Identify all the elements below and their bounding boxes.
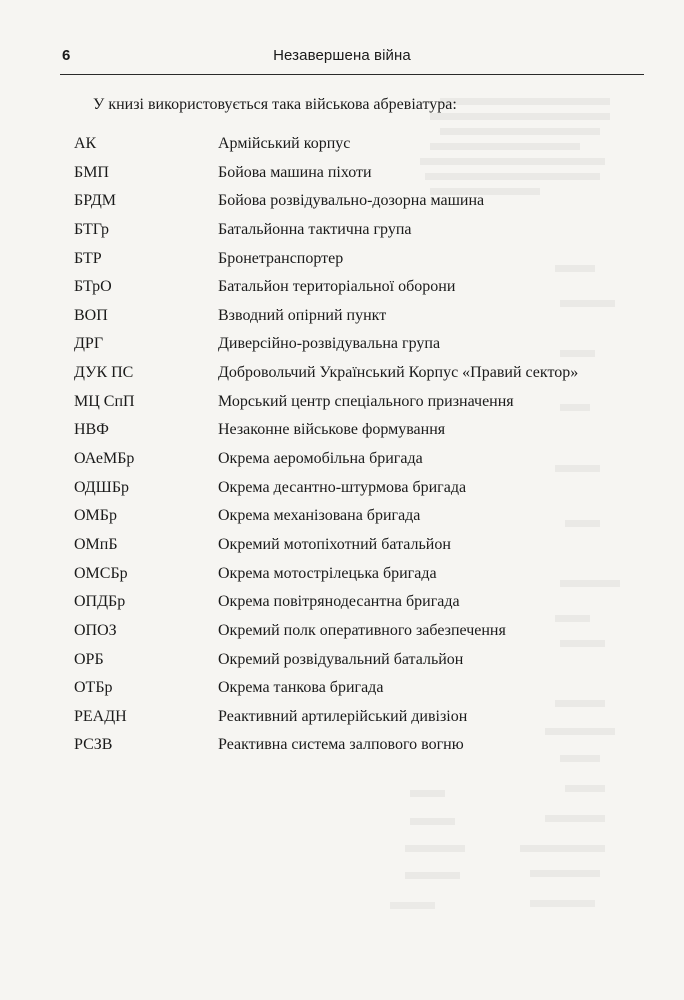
abbreviation-definition: Окрема танкова бригада: [218, 679, 384, 697]
list-item: [74, 707, 634, 736]
abbreviation-definition: Добровольчий Український Корпус «Правий сектор»: [218, 364, 579, 382]
abbreviation-term: РЕАДН: [74, 707, 127, 725]
abbreviation-definition: Окрема десантно-штурмова бригада: [218, 478, 467, 496]
abbreviation-term: ВОП: [74, 306, 108, 324]
abbreviation-definition: Бронетранспортер: [218, 249, 344, 267]
list-item: [74, 650, 634, 679]
list-item: [74, 277, 634, 306]
abbreviation-definition: Морський центр спеціального призначення: [218, 392, 514, 410]
list-item: [74, 564, 634, 593]
abbreviation-term: БРДМ: [74, 192, 117, 210]
abbreviation-definition: Взводний опірний пункт: [218, 306, 387, 324]
abbreviation-definition: Окремий мотопіхотний батальйон: [218, 535, 451, 553]
abbreviation-term: ОРБ: [74, 650, 104, 668]
list-item: [74, 134, 634, 163]
list-item: [74, 392, 634, 421]
header-rule: [60, 74, 644, 75]
list-item: [74, 678, 634, 707]
abbreviation-term: БТрО: [74, 278, 112, 296]
abbreviation-definition: Окремий розвідувальний батальйон: [218, 650, 464, 668]
abbreviation-definition: Реактивний артилерійський дивізіон: [218, 707, 468, 725]
list-item: [74, 306, 634, 335]
abbreviation-definition: Реактивна система залпового вогню: [218, 736, 464, 754]
abbreviation-term: БМП: [74, 163, 109, 181]
list-item: [74, 420, 634, 449]
list-item: [74, 592, 634, 621]
intro-text: У книзі використовується така військова абревіатура:: [93, 96, 457, 113]
abbreviation-definition: Бойова машина піхоти: [218, 163, 372, 181]
abbreviation-definition: Армійський корпус: [218, 135, 351, 152]
list-item: [74, 334, 634, 363]
list-item: [74, 621, 634, 650]
abbreviation-term: ОМпБ: [74, 535, 118, 553]
abbreviation-definition: Окремий полк оперативного забезпечення: [218, 621, 506, 639]
abbreviation-term: МЦ СпП: [74, 392, 135, 410]
list-item: [74, 735, 634, 764]
abbreviation-definition: Окрема мотострілецька бригада: [218, 564, 437, 582]
abbreviation-term: ОПДБр: [74, 593, 126, 611]
running-head-title: Незавершена війна: [273, 47, 411, 64]
abbreviation-definition: Батальйон територіальної оборони: [218, 278, 456, 296]
abbreviation-term: ДРГ: [74, 335, 104, 353]
abbreviation-term: ДУК ПС: [74, 364, 134, 382]
abbreviation-list: [74, 134, 634, 764]
abbreviation-term: ОТБр: [74, 679, 113, 697]
abbreviation-term: ОПОЗ: [74, 621, 117, 639]
abbreviation-term: РСЗВ: [74, 736, 113, 754]
list-item: [74, 449, 634, 478]
abbreviation-term: ОДШБр: [74, 478, 129, 496]
list-item: [74, 535, 634, 564]
abbreviation-term: ОМБр: [74, 507, 117, 525]
abbreviation-definition: Окрема механізована бригада: [218, 507, 421, 525]
abbreviation-definition: Диверсійно-розвідувальна група: [218, 335, 441, 353]
abbreviation-definition: Окрема аеромобільна бригада: [218, 450, 423, 468]
abbreviation-definition: Бойова розвідувально-дозорна машина: [218, 192, 485, 210]
abbreviation-term: БТР: [74, 249, 102, 267]
abbreviation-term: ОАеМБр: [74, 450, 135, 468]
page-number: 6: [62, 47, 71, 64]
abbreviation-term: БТГр: [74, 220, 109, 238]
abbreviation-definition: Незаконне військове формування: [218, 421, 446, 439]
list-item: [74, 191, 634, 220]
list-item: [74, 478, 634, 507]
abbreviation-definition: Батальйонна тактична група: [218, 220, 412, 238]
abbreviation-definition: Окрема повітрянодесантна бригада: [218, 593, 460, 611]
list-item: [74, 220, 634, 249]
list-item: [74, 506, 634, 535]
abbreviation-term: НВФ: [74, 421, 109, 439]
abbreviation-term: ОМСБр: [74, 564, 128, 582]
list-item: [74, 363, 634, 392]
list-item: [74, 249, 634, 278]
list-item: [74, 163, 634, 192]
abbreviation-term: АК: [74, 135, 97, 152]
